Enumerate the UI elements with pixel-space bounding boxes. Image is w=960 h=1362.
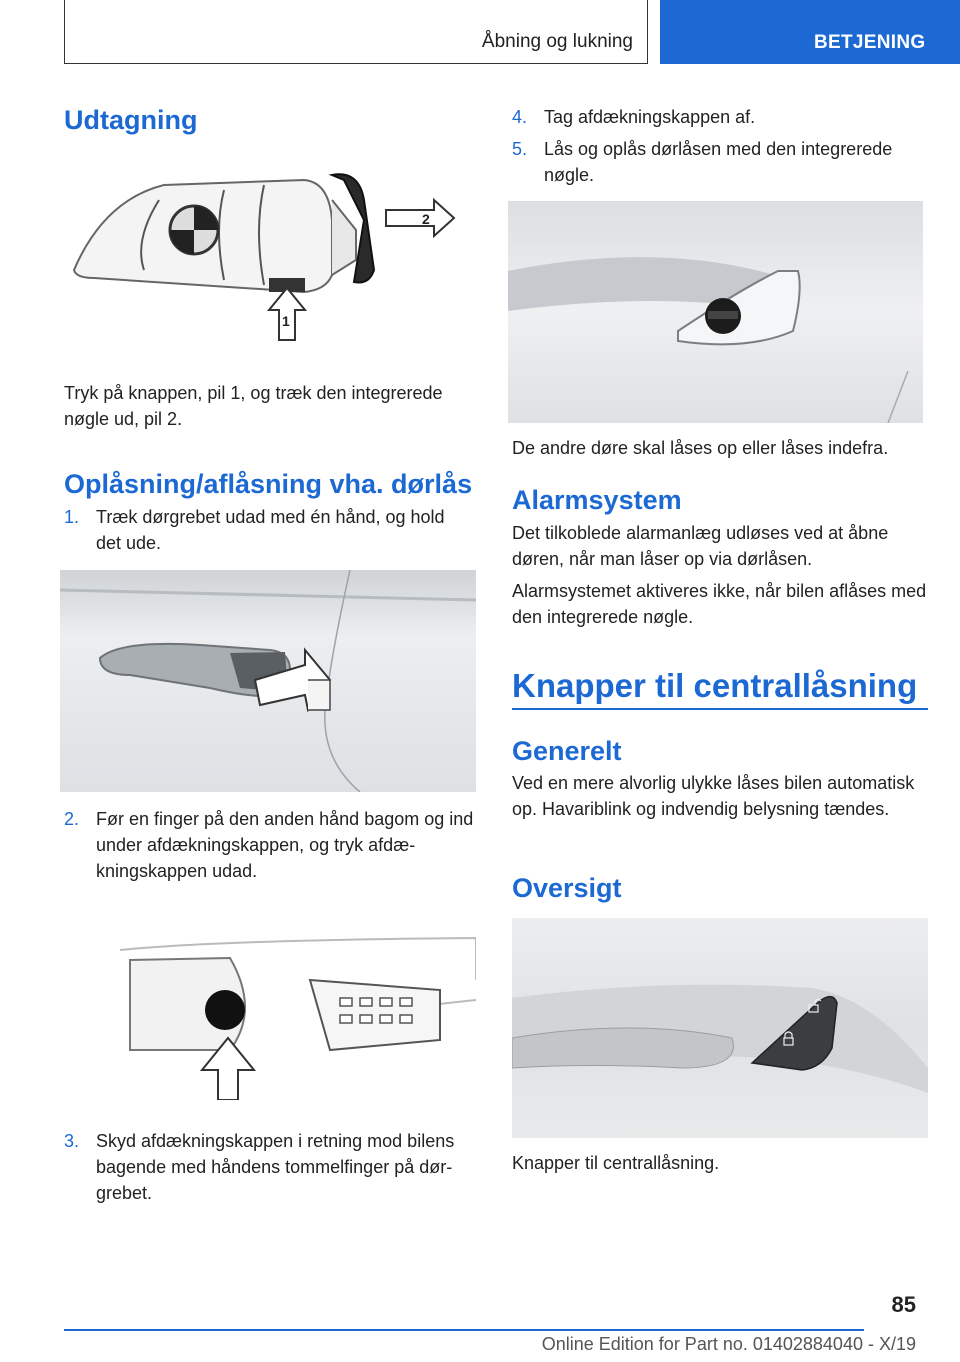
door-handle-photo xyxy=(60,570,476,792)
paragraph-doors: De andre døre skal låses op eller låses indefra. xyxy=(512,438,889,458)
header-chapter-title: BETJENING xyxy=(814,32,926,53)
heading-oplaasning: Oplåsning/aflåsning vha. dørlås xyxy=(64,469,473,499)
arrow-label-2: 2 xyxy=(422,211,430,227)
central-locking-buttons-photo xyxy=(512,918,928,1138)
step-number: 3. xyxy=(64,1131,80,1151)
paragraph-udtagning: Tryk på knappen, pil 1, og træk den integrerede nøgle ud, pil 2. xyxy=(64,383,443,429)
arrow-label-1: 1 xyxy=(282,313,290,329)
step-text: Lås og oplås dørlåsen med den integrerede nøgle. xyxy=(544,139,893,185)
lock-cylinder-photo xyxy=(508,201,923,423)
heading-underline xyxy=(512,708,928,710)
header-section-title: Åbning og lukning xyxy=(481,31,633,52)
heading-knapper: Knapper til centrallåsning xyxy=(512,667,918,704)
step-text: Tag afdækningskappen af. xyxy=(544,107,756,127)
heading-oversigt: Oversigt xyxy=(512,873,622,903)
paragraph-alarm-1: Det tilkoblede alarmanlæg udløses ved at åbne døren, når man låser op via dørlåsen. xyxy=(512,523,889,569)
step-number: 5. xyxy=(512,139,528,159)
list-item-step-1 xyxy=(64,504,474,556)
step-number: 2. xyxy=(64,809,80,829)
footer-rule xyxy=(64,1329,864,1331)
heading-udtagning: Udtagning xyxy=(64,105,198,135)
key-removal-illustration xyxy=(64,160,474,350)
lock-cover-illustration xyxy=(120,930,476,1100)
step-number: 4. xyxy=(512,107,528,127)
heading-generelt: Generelt xyxy=(512,736,622,766)
paragraph-generelt: Ved en mere alvorlig ulykke låses bilen automatisk op. Havariblink og indvendig belysning tændes. xyxy=(512,773,915,819)
list-item-step-5 xyxy=(512,136,928,188)
step-text: Træk dørgrebet udad med én hånd, og hold det ude. xyxy=(96,507,445,553)
list-item-step-2 xyxy=(64,806,474,884)
list-item-step-4 xyxy=(512,104,928,130)
footer-edition: Online Edition for Part no. 01402884040 - X/19 xyxy=(541,1334,916,1354)
header-chapter-box xyxy=(660,0,960,64)
figure-caption: Knapper til centrallåsning. xyxy=(512,1153,720,1173)
step-text: Før en finger på den anden hånd bagom og ind under afdækningskappen, og tryk afdækningskappen udad. xyxy=(96,809,474,881)
header-section-box xyxy=(64,0,648,64)
page-number: 85 xyxy=(891,1292,916,1317)
paragraph-alarm-2: Alarmsystemet aktiveres ikke, når bilen aflåses med den integrerede nøgle. xyxy=(512,581,927,627)
step-text: Skyd afdækningskappen i retning mod bilens bagende med håndens tommelfinger på dørgrebet. xyxy=(96,1131,455,1203)
step-number: 1. xyxy=(64,507,80,527)
heading-alarmsystem: Alarmsystem xyxy=(512,485,682,515)
list-item-step-3 xyxy=(64,1128,478,1206)
